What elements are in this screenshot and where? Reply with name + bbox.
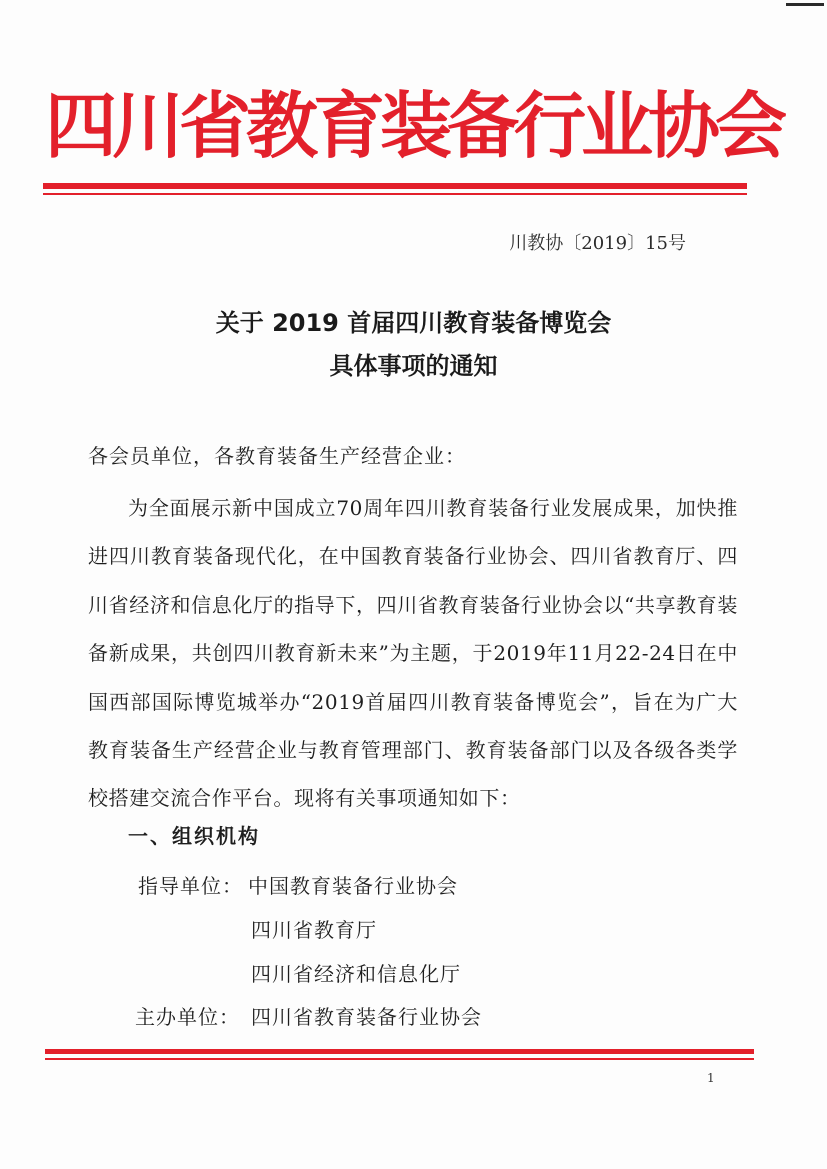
- guidance-unit-1: 中国教育装备行业协会: [248, 874, 458, 898]
- footer-rule-thick: [45, 1049, 754, 1054]
- salutation: 各会员单位，各教育装备生产经营企业：: [88, 444, 466, 468]
- letterhead-rule-thick: [43, 183, 747, 189]
- letterhead-org-name: 四川省教育装备行业协会: [44, 84, 782, 168]
- letterhead-rule-thin: [43, 193, 747, 195]
- guidance-unit-3: 四川省经济和信息化厅: [251, 962, 461, 986]
- section-heading-organization: 一、组织机构: [128, 824, 260, 848]
- document-number: 川教协〔2019〕15号: [509, 233, 686, 254]
- document-title-line-2: 具体事项的通知: [329, 352, 498, 380]
- guidance-units-label: 指导单位：: [138, 874, 243, 898]
- host-unit-label: 主办单位：: [135, 1005, 240, 1029]
- document-title-line-1: 关于 2019 首届四川教育装备博览会: [215, 309, 612, 337]
- page-number: 1: [707, 1071, 715, 1085]
- body-paragraph: 为全面展示新中国成立70周年四川教育装备行业发展成果，加快推进四川教育装备现代化，在中国教育装备行业协会、四川省教育厅、四川省经济和信息化厅的指导下，四川省教育装备行业协会以“共享教育装备新成果，共创四川教育新未来”为主题，于2019年11月22-24日在中国西部国际博览城举办“2019首届四川教育装备博览会”，旨在为广大教育装备生产经营企业与教育管理部门、教育装备部门以及各级各类学校搭建交流合作平台。现将有关事项通知如下：: [88, 496, 738, 811]
- host-unit: 四川省教育装备行业协会: [251, 1005, 482, 1029]
- footer-rule-thin: [45, 1058, 754, 1060]
- scan-corner-mark: [786, 3, 824, 6]
- guidance-unit-2: 四川省教育厅: [251, 918, 377, 942]
